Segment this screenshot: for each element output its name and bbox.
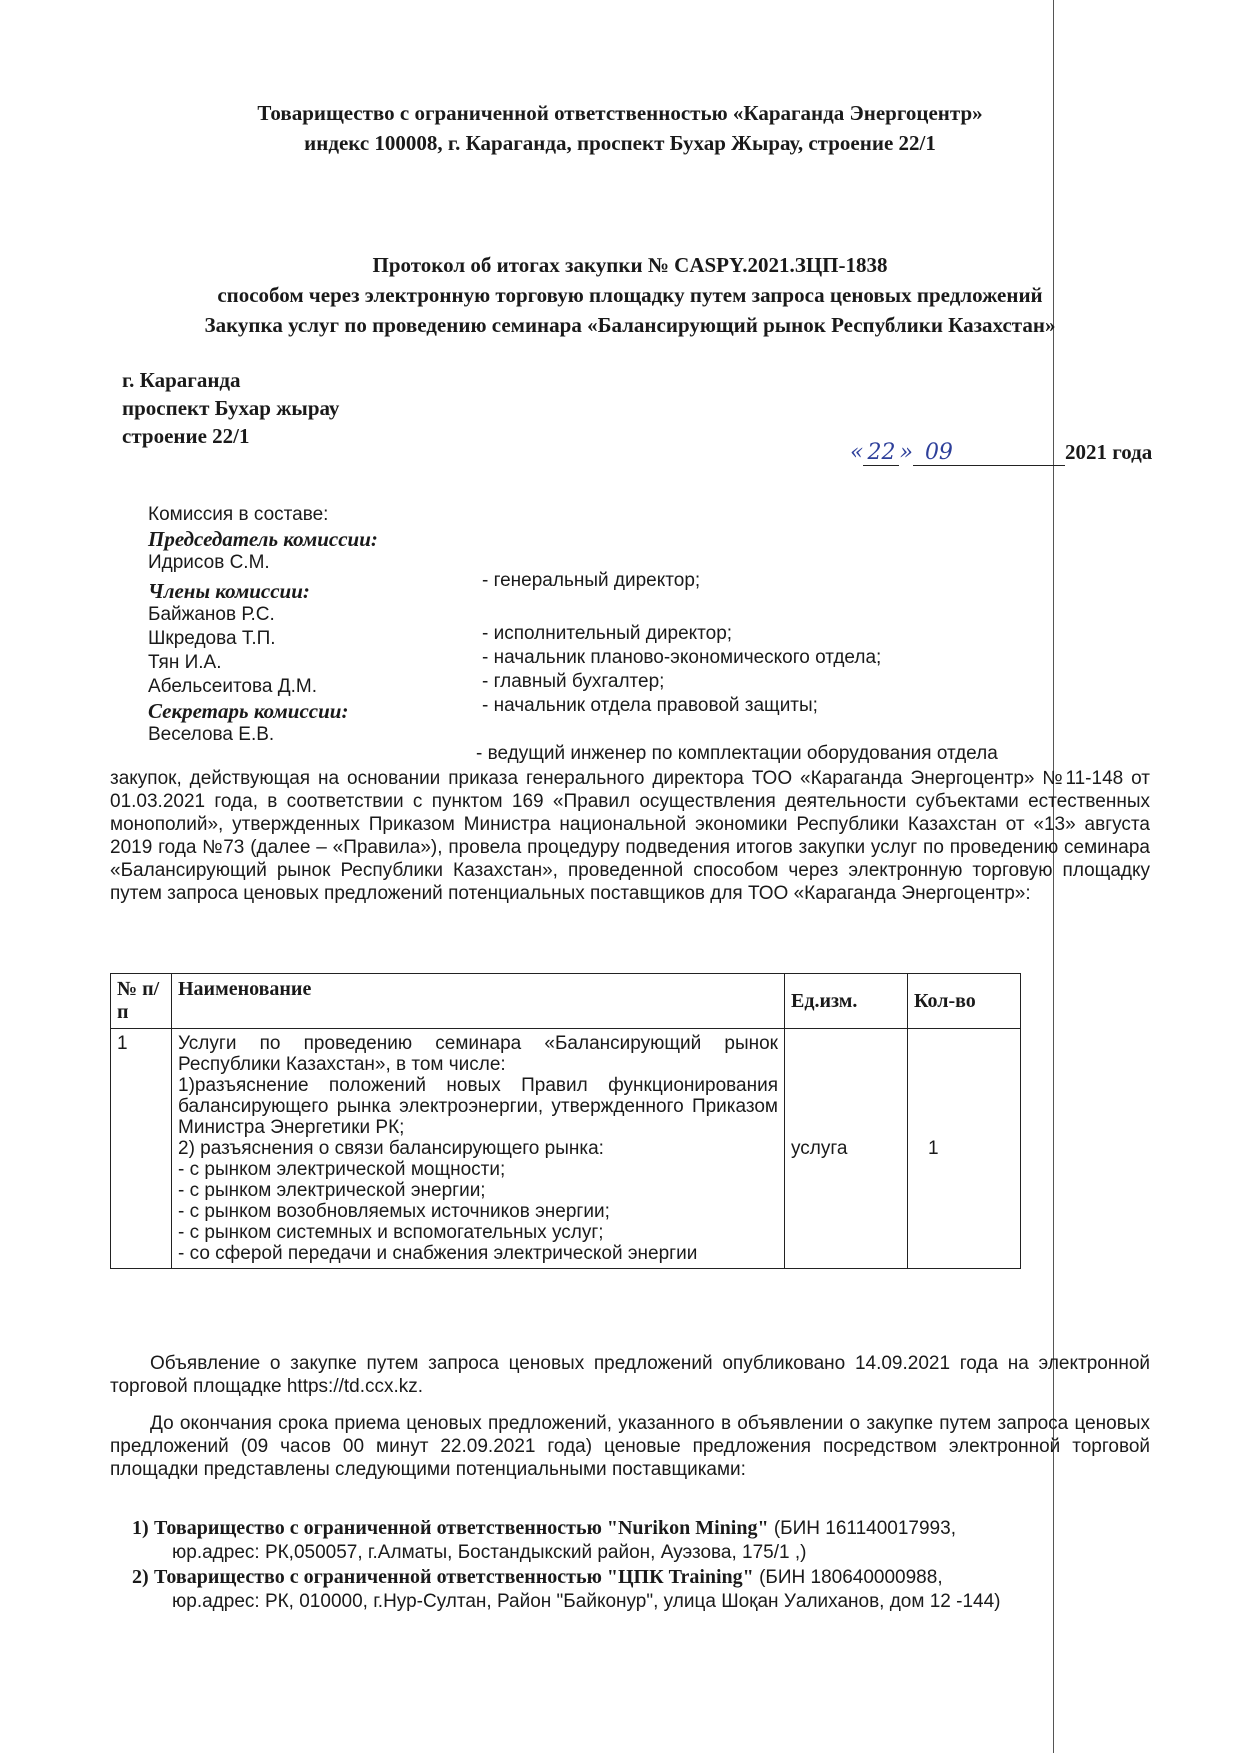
commission-intro: Комиссия в составе:: [148, 504, 329, 525]
place-block: [122, 366, 339, 450]
header-num: № п/п: [111, 974, 172, 1029]
org-name: Товарищество с ограниченной ответственностью «Караганда Энергоцентр»: [257, 101, 983, 125]
row-unit: услуга: [785, 1029, 908, 1269]
member-name: Абельсеитова Д.М.: [148, 676, 317, 697]
protocol-date: [850, 440, 1152, 466]
row-num: 1: [111, 1029, 172, 1269]
supplier-bin: (БИН 180640000988,: [759, 1567, 943, 1588]
members-heading: Члены комиссии:: [148, 579, 310, 603]
desc-line: - с рынком электрической мощности;: [178, 1159, 506, 1180]
row-qty: 1: [908, 1029, 1021, 1269]
supplier-name: Товарищество с ограниченной ответственностью "ЦПК Training": [153, 1566, 754, 1588]
member-name: Тян И.А.: [148, 652, 222, 673]
header-qty: Кол-во: [908, 974, 1021, 1029]
supplier-bin: (БИН 161140017993,: [773, 1518, 956, 1539]
place-building: строение 22/1: [122, 424, 250, 448]
row-description: [172, 1029, 785, 1269]
secretary-heading: Секретарь комиссии:: [148, 699, 349, 723]
supplier-address: юр.адрес: РК, 010000, г.Нур-Султан, Район "Байконур", улица Шоқан Уалиханов, дом 12 -144): [172, 1591, 1001, 1612]
items-table: [110, 973, 1021, 1269]
chairman-name: Идрисов С.М.: [148, 552, 270, 573]
member-role: - главный бухгалтер;: [482, 671, 665, 692]
desc-line: 1)разъяснение положений новых Правил функционирования балансирующего рынка электроэнергии, утвержденного Приказом Министра Энергетики РК;: [178, 1075, 778, 1138]
commission-list: [148, 503, 378, 747]
header-name: Наименование: [172, 974, 785, 1029]
supplier-num: 2): [132, 1566, 149, 1588]
member-name: Шкредова Т.П.: [148, 628, 276, 649]
desc-line: Услуги по проведению семинара «Балансирующий рынок Республики Казахстан», в том числе:: [178, 1033, 778, 1075]
intro-paragraph: закупок, действующая на основании приказа генерального директора ТОО «Караганда Энергоцентр» №11-148 от 01.03.2021 года, в соответствии с пунктом 169 «Правил осуществления деятельности субъектами естественных монополий», утвержденных Приказом Министра национальной экономики Республики Казахстан от «13» августа 2019 года №73 (далее – «Правила»), провела процедуру подведения итогов закупки услуг по проведению семинара «Балансирующий рынок Республики Казахстан», проведенной способом через электронную торговую площадку путем запроса ценовых предложений потенциальных поставщиков для ТОО «Караганда Энергоцентр»:: [110, 768, 1150, 904]
header-unit: Ед.изм.: [785, 974, 908, 1029]
chairman-role: - генеральный директор;: [482, 570, 701, 591]
supplier-address: юр.адрес: РК,050057, г.Алматы, Бостандыкский район, Ауэзова, 175/1 ,): [172, 1542, 807, 1563]
desc-line: 2) разъяснения о связи балансирующего рынка:: [178, 1138, 604, 1159]
date-month: 09: [913, 440, 1065, 466]
org-address: индекс 100008, г. Караганда, проспект Бухар Жырау, строение 22/1: [304, 131, 936, 155]
title-line-1: Протокол об итогах закупки № CASPY.2021.ЗЦП-1838: [372, 253, 888, 277]
title-line-3: Закупка услуг по проведению семинара «Балансирующий рынок Республики Казахстан»: [204, 313, 1056, 337]
table-header-row: [111, 974, 1021, 1029]
deadline-paragraph: До окончания срока приема ценовых предложений, указанного в объявлении о закупке путем запроса ценовых предложений (09 часов 00 минут 22.09.2021 года) ценовые предложения посредством электронной торговой площадки представлены следующими потенциальными поставщиками:: [110, 1413, 1150, 1480]
member-name: Байжанов Р.С.: [148, 604, 275, 625]
supplier-num: 1): [132, 1517, 149, 1539]
date-year: 2021 года: [1064, 440, 1153, 464]
supplier-item: [132, 1516, 1132, 1565]
desc-line: - с рынком электрической энергии;: [178, 1180, 486, 1201]
chairman-heading: Председатель комиссии:: [148, 527, 378, 551]
date-close-quote: »: [899, 440, 913, 465]
date-open-quote: «: [850, 440, 864, 465]
table-row: [111, 1029, 1021, 1269]
supplier-name: Товарищество с ограниченной ответственностью "Nurikon Mining": [153, 1517, 769, 1539]
desc-line: - с рынком системных и вспомогательных услуг;: [178, 1222, 604, 1243]
suppliers-list: [132, 1516, 1132, 1614]
place-city: г. Караганда: [122, 368, 241, 392]
desc-line: - с рынком возобновляемых источников энергии;: [178, 1201, 610, 1222]
secretary-role: - ведущий инженер по комплектации оборудования отдела: [476, 743, 998, 764]
desc-line: - со сферой передачи и снабжения электрической энергии: [178, 1243, 698, 1264]
secretary-name: Веселова Е.В.: [148, 724, 275, 745]
title-line-2: способом через электронную торговую площадку путем запроса ценовых предложений: [217, 283, 1043, 307]
date-day: 22: [863, 440, 899, 466]
member-role: - начальник отдела правовой защиты;: [482, 695, 818, 716]
org-header: [0, 98, 1240, 158]
announcement-paragraph: Объявление о закупке путем запроса ценовых предложений опубликовано 14.09.2021 года на электронной торговой площадке https://td.ccx.kz.: [110, 1353, 1150, 1397]
supplier-item: [132, 1565, 1132, 1614]
place-street: проспект Бухар жырау: [122, 396, 340, 420]
member-role: - начальник планово-экономического отдела;: [482, 647, 882, 668]
member-role: - исполнительный директор;: [482, 623, 733, 644]
protocol-title: [20, 250, 1240, 340]
